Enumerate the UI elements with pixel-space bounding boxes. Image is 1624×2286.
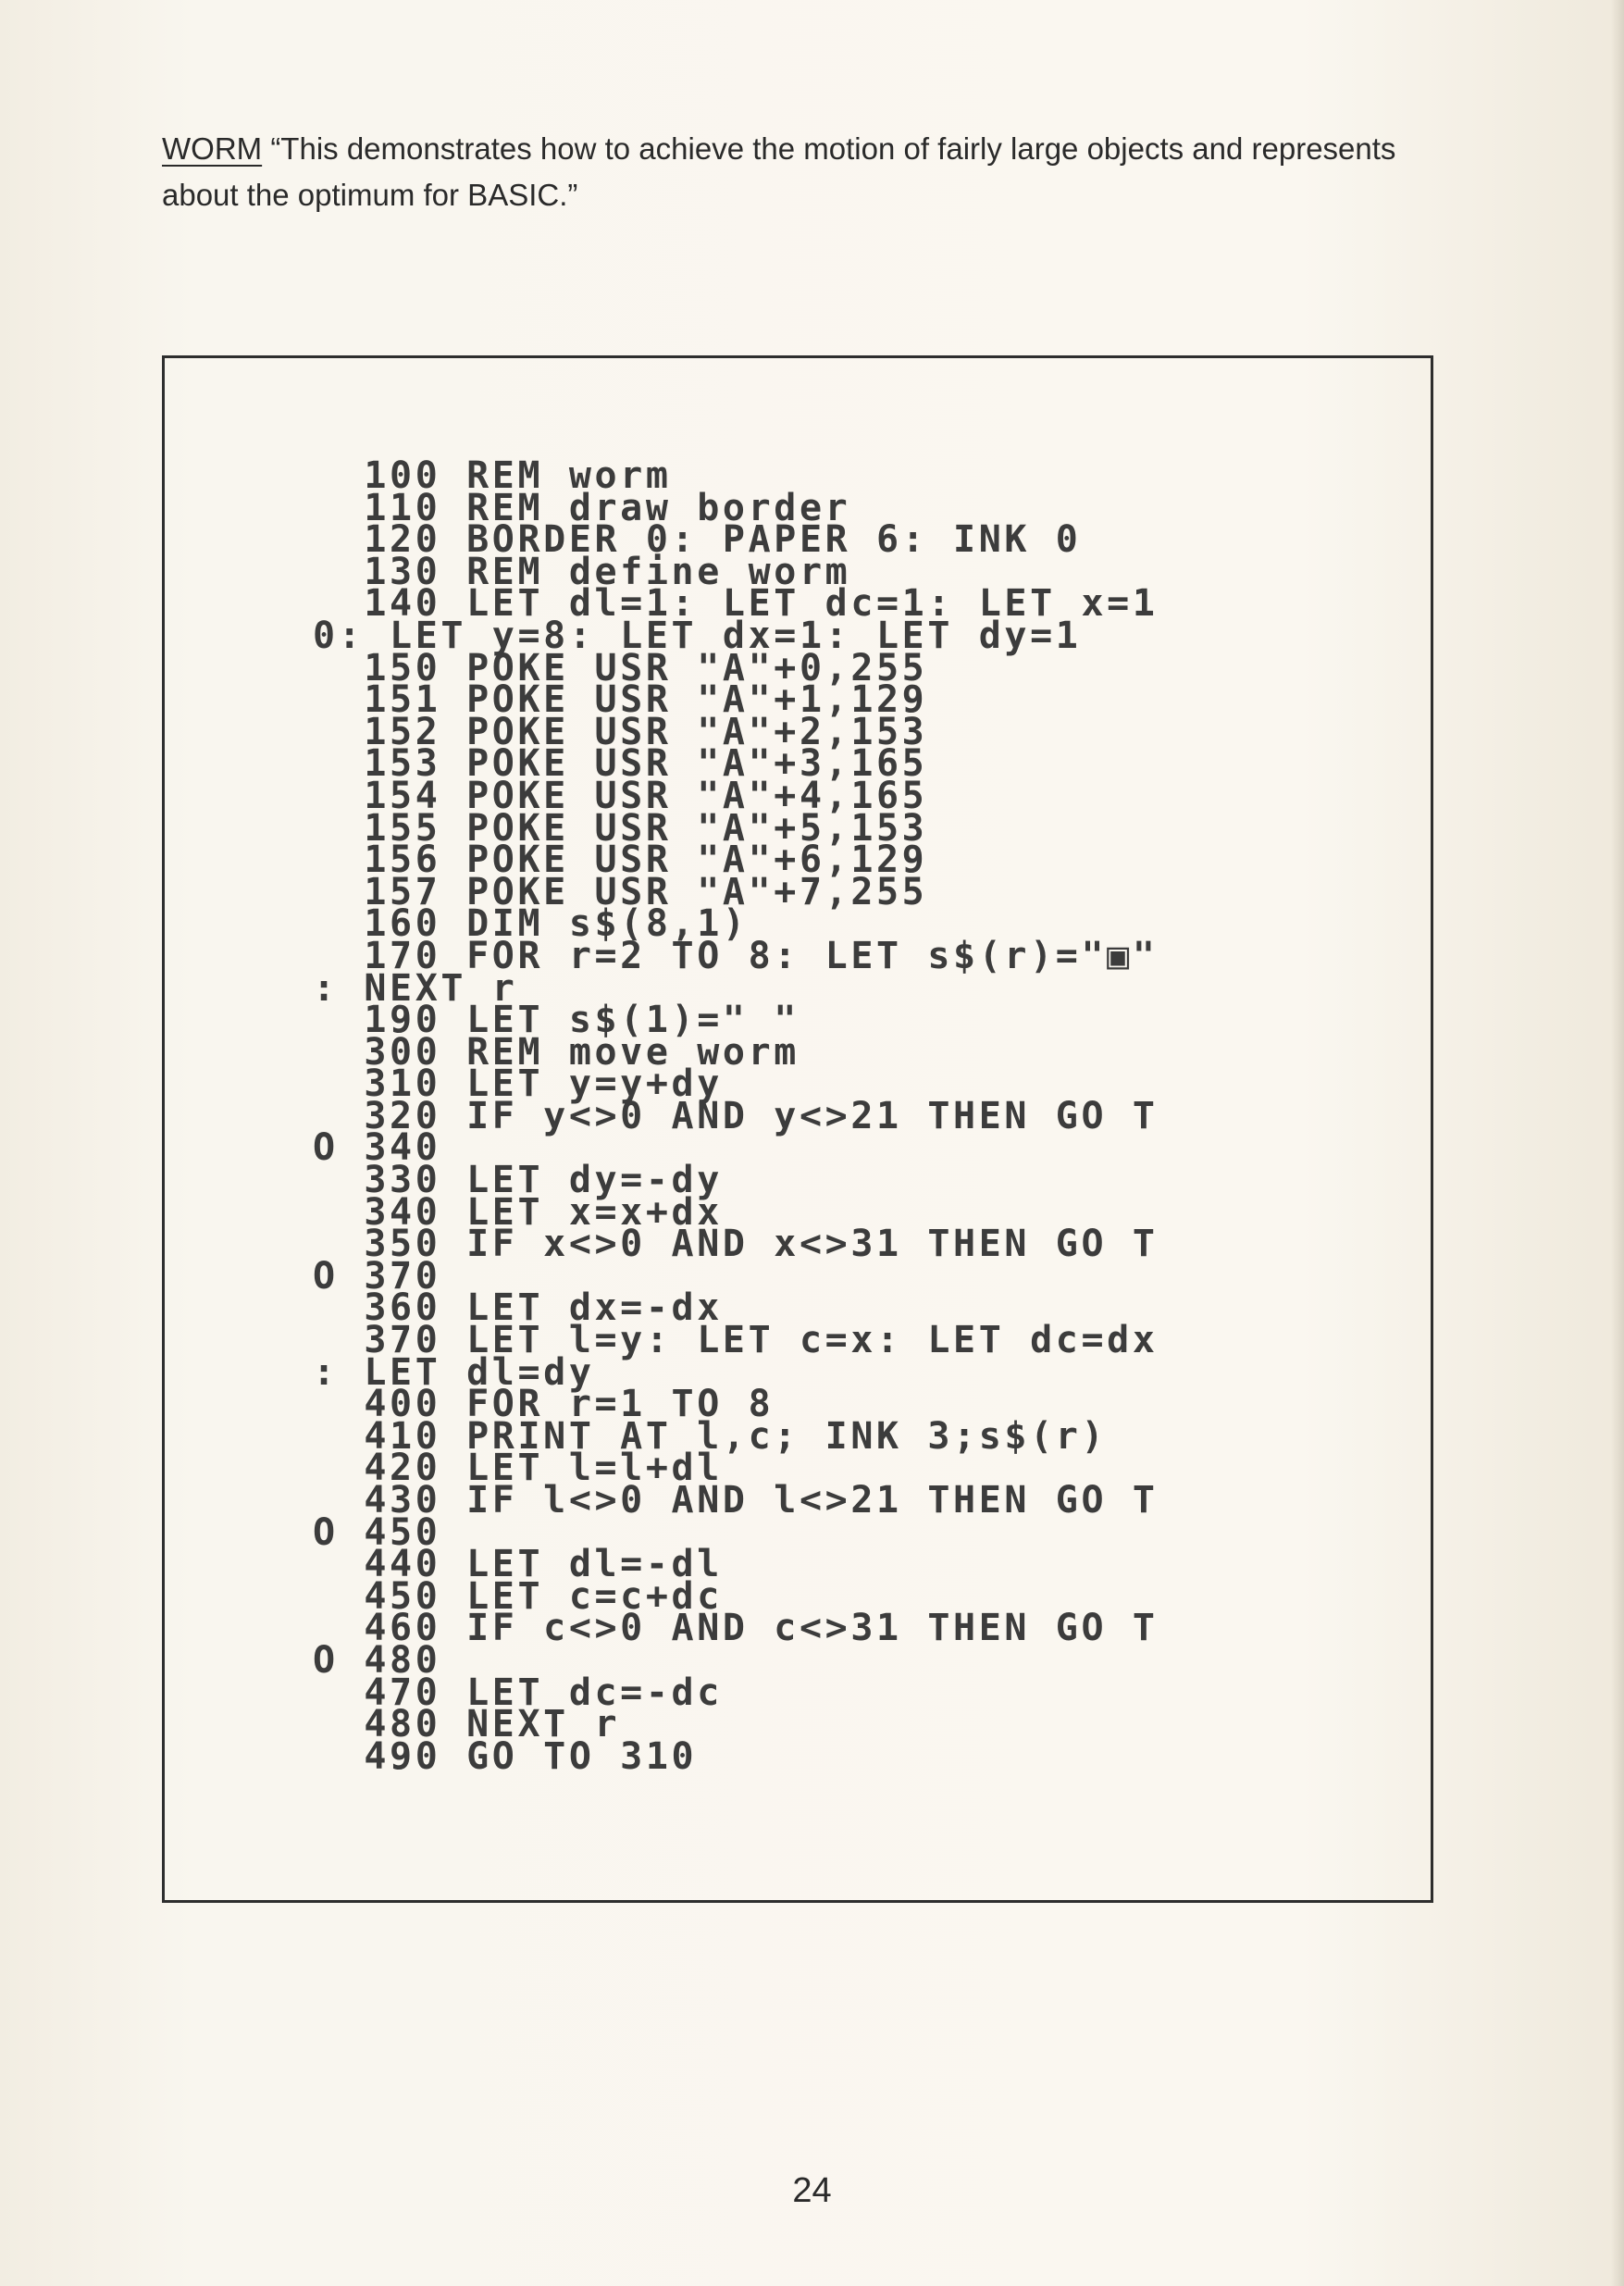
- code-line: 320 IF y<>0 AND y<>21 THEN GO T: [313, 1094, 1159, 1137]
- code-line: 140 LET dl=1: LET dc=1: LET x=1: [313, 582, 1159, 626]
- intro-paragraph: [162, 126, 1476, 218]
- code-line: 160 DIM s$(8,1): [313, 902, 749, 946]
- code-line: 370 LET l=y: LET c=x: LET dc=dx: [313, 1319, 1159, 1362]
- code-line: 110 REM draw border: [313, 486, 851, 529]
- code-line: 0: LET y=8: LET dx=1: LET dy=1: [313, 614, 1082, 657]
- code-line: 310 LET y=y+dy: [313, 1062, 723, 1106]
- code-line: 150 POKE USR "A"+0,255: [313, 646, 928, 690]
- code-line: 490 GO TO 310: [313, 1734, 698, 1778]
- code-line: 153 POKE USR "A"+3,165: [313, 742, 928, 786]
- code-line: 460 IF c<>0 AND c<>31 THEN GO T: [313, 1607, 1159, 1650]
- code-line: 400 FOR r=1 TO 8: [313, 1383, 775, 1426]
- code-line: O 370: [313, 1254, 441, 1298]
- code-line: 450 LET c=c+dc: [313, 1574, 723, 1618]
- code-line: 151 POKE USR "A"+1,129: [313, 678, 928, 722]
- code-line: 430 IF l<>0 AND l<>21 THEN GO T: [313, 1479, 1159, 1522]
- code-line: O 450: [313, 1510, 441, 1554]
- code-line: : LET dl=dy: [313, 1350, 595, 1394]
- program-listing: [313, 454, 1159, 1778]
- page-edge-shadow: [1611, 0, 1624, 2286]
- code-line: 155 POKE USR "A"+5,153: [313, 806, 928, 850]
- code-line: 300 REM move worm: [313, 1030, 800, 1074]
- code-line: 152 POKE USR "A"+2,153: [313, 710, 928, 753]
- code-line: : NEXT r: [313, 966, 518, 1010]
- code-line: 360 LET dx=-dx: [313, 1286, 723, 1330]
- code-line: 156 POKE USR "A"+6,129: [313, 839, 928, 882]
- intro-text: “This demonstrates how to achieve the motion of fairly large objects and represents about the optimum for BASIC.”: [162, 131, 1396, 212]
- code-line: 410 PRINT AT l,c; INK 3;s$(r): [313, 1414, 1108, 1458]
- code-line: 420 LET l=l+dl: [313, 1447, 723, 1490]
- section-title: WORM: [162, 131, 263, 166]
- page-number: 24: [792, 2171, 832, 2210]
- code-line: 470 LET dc=-dc: [313, 1671, 723, 1714]
- code-line: 120 BORDER 0: PAPER 6: INK 0: [313, 518, 1082, 562]
- code-line: 170 FOR r=2 TO 8: LET s$(r)="▣": [313, 934, 1159, 977]
- code-line: O 480: [313, 1638, 441, 1682]
- code-line: 350 IF x<>0 AND x<>31 THEN GO T: [313, 1223, 1159, 1266]
- code-line: 157 POKE USR "A"+7,255: [313, 870, 928, 913]
- code-line: 190 LET s$(1)=" ": [313, 999, 800, 1042]
- code-line: 330 LET dy=-dy: [313, 1159, 723, 1202]
- code-line: 440 LET dl=-dl: [313, 1543, 723, 1586]
- code-line: 340 LET x=x+dx: [313, 1190, 723, 1234]
- code-line: 130 REM define worm: [313, 550, 851, 593]
- program-listing-box: [162, 355, 1433, 1903]
- code-line: O 340: [313, 1126, 441, 1170]
- code-line: 480 NEXT r: [313, 1703, 621, 1746]
- code-line: 154 POKE USR "A"+4,165: [313, 774, 928, 817]
- code-line: 100 REM worm: [313, 454, 672, 497]
